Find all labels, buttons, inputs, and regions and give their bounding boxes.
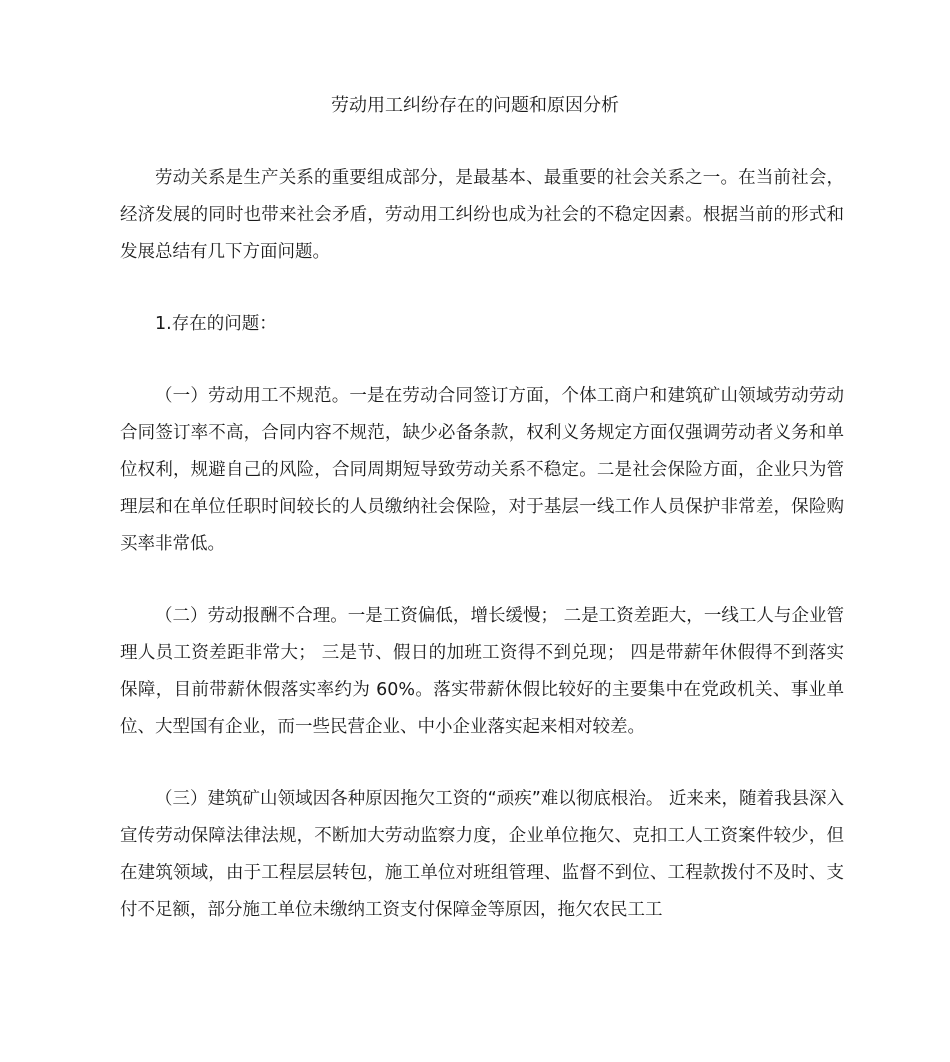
problem-paragraph-3: （三）建筑矿山领域因各种原因拖欠工资的“顽疾”难以彻底根治。 近来来，随着我县深入宣传劳动保障法律法规，不断加大劳动监察力度，企业单位拖欠、克扣工人工资案件较少，但在建筑领域，由于工程层层转包，施工单位对班组管理、监督不到位、工程款拨付不及时、支付不足额，部分施工单位未缴纳工资支付保障金等原因，拖欠农民工工 — [120, 789, 844, 920]
intro-paragraph: 劳动关系是生产关系的重要组成部分，是最基本、最重要的社会关系之一。在当前社会，经济发展的同时也带来社会矛盾，劳动用工纠纷也成为社会的不稳定因素。根据当前的形式和发展总结有几下方面问题。 — [120, 168, 844, 262]
document-body — [120, 160, 844, 964]
problem-paragraph-2: （二）劳动报酬不合理。一是工资偏低，增长缓慢； 二是工资差距大，一线工人与企业管理人员工资差距非常大； 三是节、假日的加班工资得不到兑现； 四是带薪年休假得不到落实保障，目前带薪休假落实率约为 60%。落实带薪休假比较好的主要集中在党政机关、事业单位、大型国有企业，而一些民营企业、中小企业落实起来相对较差。 — [120, 606, 844, 737]
document-title: 劳动用工纠纷存在的问题和原因分析 — [331, 95, 619, 116]
problem-paragraph-1: （一）劳动用工不规范。一是在劳动合同签订方面，个体工商户和建筑矿山领域劳动劳动合同签订率不高，合同内容不规范，缺少必备条款，权利义务规定方面仅强调劳动者义务和单位权利，规避自己的风险，合同周期短导致劳动关系不稳定。二是社会保险方面，企业只为管理层和在单位任职时间较长的人员缴纳社会保险，对于基层一线工作人员保护非常差，保险购买率非常低。 — [120, 386, 844, 554]
section-heading-problems: 1.存在的问题： — [155, 314, 277, 334]
